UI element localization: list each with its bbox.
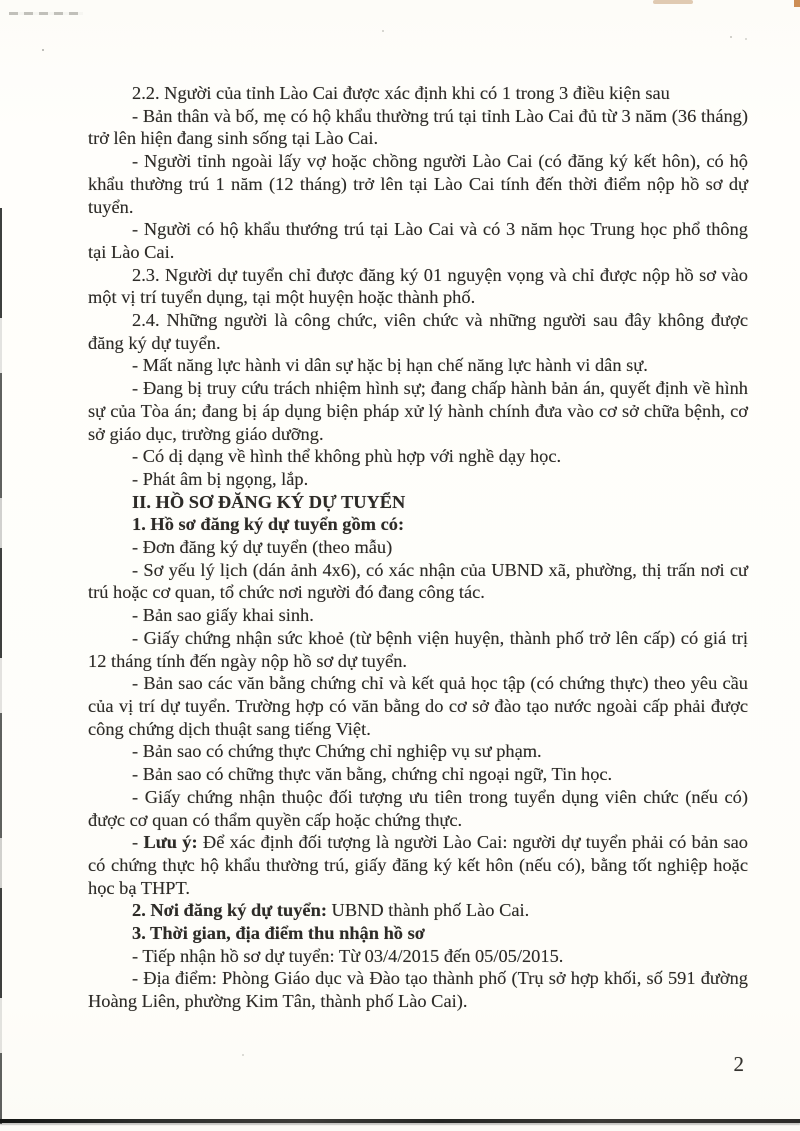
bullet-chung-chi-ngoai-ngu: - Bản sao có chững thực văn bằng, chứng chỉ ngoại ngữ, Tin học.	[132, 764, 613, 785]
clause-2-2: 2.2. Người của tỉnh Lào Cai được xác định khi có 1 trong 3 điều kiện sau	[132, 83, 670, 103]
heading-ii-ho-so-dang-ky: II. HỒ SƠ ĐĂNG KÝ DỰ TUYỂN	[132, 491, 406, 512]
bullet-dang-bi-truy-cuu: - Đang bị truy cứu trách nhiệm hình sự; đang chấp hành bản án, quyết định về hình sự của Tòa án; đang bị áp dụng biện pháp xử lý hành chính đưa vào cơ sở chữa bệnh, cơ sở giáo dục, trường giáo dưỡng.	[88, 378, 748, 444]
bullet-so-yeu-ly-lich: - Sơ yếu lý lịch (dán ảnh 4x6), có xác nhận của UBND xã, phường, thị trấn nơi cư trú hoặc cơ quan, tổ chức nơi người đó đang công tác.	[88, 559, 748, 603]
scan-edge-line-left	[0, 208, 2, 1124]
scan-smudge-top-left	[9, 12, 83, 15]
bullet-giay-khai-sinh: - Bản sao giấy khai sinh.	[132, 605, 314, 626]
heading-3-thoi-gian-dia-diem: 3. Thời gian, địa điểm thu nhận hồ sơ	[132, 923, 425, 944]
bullet-ho-khau-thuong-tru: - Người có hộ khẩu thướng trú tại Lào Cai và có 3 năm học Trung học phổ thông tại Lào Cai.	[88, 219, 748, 262]
clause-2-3: 2.3. Người dự tuyển chỉ được đăng ký 01 nguyện vọng và chỉ được nộp hồ sơ vào một vị trí tuyển dụng, tại một huyện hoặc thành phố.	[88, 264, 748, 308]
bullet-dia-diem: - Địa điểm: Phòng Giáo dục và Đào tạo thành phố (Trụ sở hợp khối, số 591 đường Hoàng Liên, phường Kim Tân, thành phố Lào Cai).	[88, 968, 748, 1012]
bullet-ban-sao-van-bang: - Bản sao các văn bằng chứng chỉ và kết quả học tập (có chứng thực) theo yêu cầu của vị trí dự tuyển. Trường hợp có văn bằng do cơ sở đào tạo nước ngoài cấp phải được công chứng dịch thuật sang tiếng Việt.	[88, 673, 748, 739]
clause-2-4: 2.4. Những người là công chức, viên chức và những người sau đây không được đăng ký dự tuyển.	[88, 310, 748, 353]
note-luu-y: - Lưu ý: Để xác định đối tượng là người Lào Cai: người dự tuyển phải có bản sao có chứng thực hộ khẩu thường trú, giấy đăng ký kết hôn (nếu có), bằng tốt nghiệp hoặc học bạ THPT.	[88, 832, 748, 898]
scan-edge-line-bottom	[0, 1119, 800, 1123]
bullet-don-dang-ky: - Đơn đăng ký dự tuyển (theo mẫu)	[132, 537, 393, 558]
bullet-chung-chi-nghiep-vu: - Bản sao có chứng thực Chứng chỉ nghiệp vụ sư phạm.	[132, 741, 542, 762]
heading-1-ho-so-gom-co: 1. Hồ sơ đăng ký dự tuyển gồm có:	[132, 514, 405, 535]
scan-smudge-top-right	[653, 0, 693, 4]
bullet-ban-than-bo-me: - Bản thân và bố, mẹ có hộ khẩu thường trú tại tỉnh Lào Cai đủ từ 3 năm (36 tháng) trở lên hiện đang sinh sống tại Lào Cai.	[88, 105, 748, 149]
bullet-doi-tuong-uu-tien: - Giấy chứng nhận thuộc đối tượng ưu tiên trong tuyển dụng viên chức (nếu có) được cơ quan có thẩm quyền cấp hoặc chứng thực.	[88, 786, 748, 830]
page-number: 2	[733, 1052, 744, 1076]
document-body	[88, 82, 748, 1013]
bullet-giay-chung-nhan-suc-khoe: - Giấy chứng nhận sức khoẻ (từ bệnh viện huyện, thành phố trở lên cấp) có giá trị 12 tháng tính đến ngày nộp hồ sơ dự tuyển.	[88, 627, 748, 671]
bullet-nguoi-tinh-ngoai: - Người tỉnh ngoài lấy vợ hoặc chồng người Lào Cai (có đăng ký kết hôn), có hộ khẩu thường trú 1 năm (12 tháng) trở lên tại Lào Cai tính đến thời điểm nộp hồ sơ dự tuyển.	[88, 151, 748, 217]
clause-2-noi-dang-ky: 2. Nơi đăng ký dự tuyển: UBND thành phố Lào Cai.	[132, 900, 530, 921]
bullet-di-dang-hinh-the: - Có dị dạng về hình thể không phù hợp với nghề dạy học.	[132, 446, 562, 467]
bullet-phat-am: - Phát âm bị ngọng, lắp.	[132, 468, 309, 489]
scan-noise-specks	[42, 49, 44, 51]
bullet-mat-nang-luc: - Mất năng lực hành vi dân sự hặc bị hạn chế năng lực hành vi dân sự.	[132, 355, 648, 376]
bullet-tiep-nhan-ho-so: - Tiếp nhận hồ sơ dự tuyển: Từ 03/4/2015 đến 05/05/2015.	[132, 945, 564, 966]
scan-dot-top-right-edge	[794, 0, 800, 7]
